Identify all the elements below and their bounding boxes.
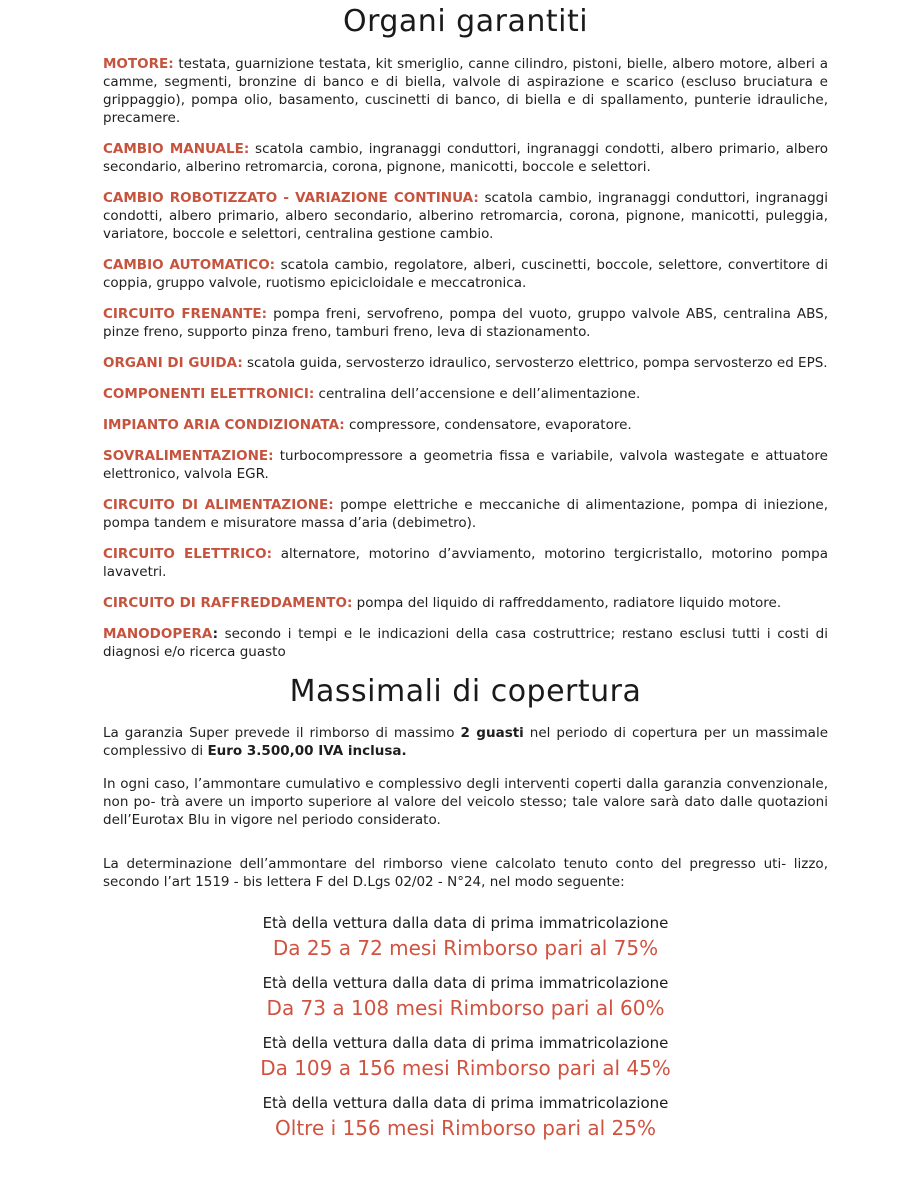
- section-label: CAMBIO MANUALE: [103, 141, 244, 157]
- warranty-section: [103, 354, 828, 372]
- section-label: MOTORE: [103, 56, 169, 72]
- section-colon: :: [266, 546, 273, 562]
- section-label: CIRCUITO ELETTRICO: [103, 546, 267, 562]
- section-text: testata, guarnizione testata, kit smeriglio, canne cilindro, pistoni, bielle, albero motore, alberi a camme, segmenti, bronzine di banco e di biella, valvole di aspirazione e scarico (escluso bruciatura e grippaggio), pompa olio, basamento, cuscinetti di banco, di biella e di spallamento, punterie idrauliche, precamere.: [103, 56, 828, 126]
- section-text: pompa freni, servofreno, pompa del vuoto, gruppo valvole ABS, centralina ABS, pinze freno, supporto pinza freno, tamburi freno, leva di stazionamento.: [103, 306, 829, 340]
- section-label: CIRCUITO DI ALIMENTAZIONE: [103, 497, 329, 513]
- warranty-section: [103, 625, 828, 661]
- warranty-section: [103, 305, 828, 341]
- section-text: pompe elettriche e meccaniche di alimentazione, pompa di iniezione, pompa tandem e misuratore massa d’aria (debimetro).: [103, 497, 828, 531]
- warranty-section: [103, 594, 828, 612]
- warranty-section: [103, 447, 828, 483]
- coverage-paragraph: [103, 855, 828, 891]
- warranty-section: [103, 189, 828, 243]
- section-label: MANODOPERA: [103, 626, 213, 642]
- vehicle-age-label: Età della vettura dalla data di prima immatricolazione: [262, 974, 669, 992]
- section-label: CIRCUITO FRENANTE: [103, 306, 262, 322]
- body-text: nel periodo di copertura per un massimale complessivo di: [103, 725, 828, 759]
- schedule-block: [103, 913, 828, 961]
- schedule-block: [103, 1033, 828, 1081]
- section-colon: :: [308, 386, 315, 402]
- warranty-section: [103, 55, 828, 127]
- vehicle-age-label: Età della vettura dalla data di prima immatricolazione: [262, 1094, 669, 1112]
- section-colon: :: [261, 306, 268, 322]
- bold-text: Euro 3.500,00 IVA inclusa.: [207, 743, 407, 759]
- section-colon: :: [328, 497, 334, 513]
- warranty-section: [103, 256, 828, 292]
- section-colon: :: [168, 56, 174, 72]
- vehicle-age-label: Età della vettura dalla data di prima immatricolazione: [262, 914, 669, 932]
- section-colon: :: [339, 417, 345, 433]
- section-text: turbocompressore a geometria fissa e variabile, valvola wastegate e attuatore elettronico, valvola EGR.: [103, 448, 828, 482]
- body-text: La determinazione dell’ammontare del rimborso viene calcolato tenuto conto del pregresso uti- lizzo, secondo l’art 1519 - bis lettera F del D.Lgs 02/02 - N°24, nel modo seguente:: [103, 856, 828, 890]
- warranty-section: [103, 385, 828, 403]
- section-text: centralina dell’accensione e dell’alimentazione.: [314, 386, 641, 402]
- warranty-section: [103, 496, 828, 532]
- schedule-block: [103, 1093, 828, 1141]
- section-colon: :: [243, 141, 250, 157]
- section-text: secondo i tempi e le indicazioni della casa costruttrice; restano esclusi tutti i costi di diagnosi e/o ricerca guasto: [103, 626, 828, 660]
- coverage-paragraphs: [103, 724, 828, 891]
- warranty-sections-list: [103, 55, 828, 661]
- section-colon: :: [346, 595, 353, 611]
- body-text: In ogni caso, l’ammontare cumulativo e complessivo degli interventi coperti dalla garanzia convenzionale, non po- trà avere un importo superiore al valore del veicolo stesso; tale valore sarà dato dalle quotazioni dell’Eurotax Blu in vigore nel periodo considerato.: [103, 776, 828, 828]
- schedule-block: [103, 973, 828, 1021]
- section-text: scatola cambio, regolatore, alberi, cuscinetti, boccole, selettore, convertitore di coppia, gruppo valvole, ruotismo epicicloidale e meccatronica.: [103, 257, 828, 291]
- body-text: La garanzia Super prevede il rimborso di massimo: [103, 725, 461, 741]
- section-text: alternatore, motorino d’avviamento, motorino tergicristallo, motorino pompa lavavetri.: [103, 546, 828, 580]
- section-label: CIRCUITO DI RAFFREDDAMENTO: [103, 595, 347, 611]
- reimbursement-schedule: [103, 913, 828, 1141]
- section-text: scatola cambio, ingranaggi conduttori, ingranaggi condotti, albero primario, albero secondario, alberino retromarcia, corona, pignone, manicotti, puleggia, variatore, boccole e selettori, centralina gestione cambio.: [103, 190, 828, 242]
- section-text: scatola guida, servosterzo idraulico, servosterzo elettrico, pompa servosterzo ed EPS.: [242, 355, 828, 371]
- section-label: CAMBIO ROBOTIZZATO - VARIAZIONE CONTINUA: [103, 190, 474, 206]
- section-label: CAMBIO AUTOMATICO: [103, 257, 270, 273]
- section-colon: :: [237, 355, 243, 371]
- section-colon: :: [212, 626, 218, 642]
- vehicle-age-label: Età della vettura dalla data di prima immatricolazione: [262, 1034, 669, 1052]
- section-label: SOVRALIMENTAZIONE: [103, 448, 269, 464]
- reimbursement-value: Da 25 a 72 mesi Rimborso pari al 75%: [272, 936, 659, 960]
- warranty-section: [103, 416, 828, 434]
- section-colon: :: [268, 448, 274, 464]
- warranty-section: [103, 140, 828, 176]
- section-text: compressore, condensatore, evaporatore.: [344, 417, 632, 433]
- section-label: COMPONENTI ELETTRONICI: [103, 386, 309, 402]
- section-label: ORGANI DI GUIDA: [103, 355, 238, 371]
- section-text: scatola cambio, ingranaggi conduttori, ingranaggi condotti, albero primario, albero secondario, alberino retromarcia, corona, pignone, manicotti, boccole e selettori.: [103, 141, 829, 175]
- warranty-section: [103, 545, 828, 581]
- coverage-paragraph: [103, 775, 828, 829]
- bold-text: 2 guasti: [460, 725, 524, 741]
- page-title-organi-garantiti: Organi garantiti: [342, 4, 589, 39]
- coverage-paragraph: [103, 724, 828, 760]
- section-text: pompa del liquido di raffreddamento, radiatore liquido motore.: [352, 595, 782, 611]
- section-colon: :: [473, 190, 479, 206]
- section-title-massimali: Massimali di copertura: [289, 674, 642, 709]
- reimbursement-value: Da 109 a 156 mesi Rimborso pari al 45%: [260, 1056, 671, 1080]
- reimbursement-value: Oltre i 156 mesi Rimborso pari al 25%: [275, 1116, 656, 1140]
- section-label: IMPIANTO ARIA CONDIZIONATA: [103, 417, 340, 433]
- reimbursement-value: Da 73 a 108 mesi Rimborso pari al 60%: [266, 996, 665, 1020]
- section-colon: :: [269, 257, 276, 273]
